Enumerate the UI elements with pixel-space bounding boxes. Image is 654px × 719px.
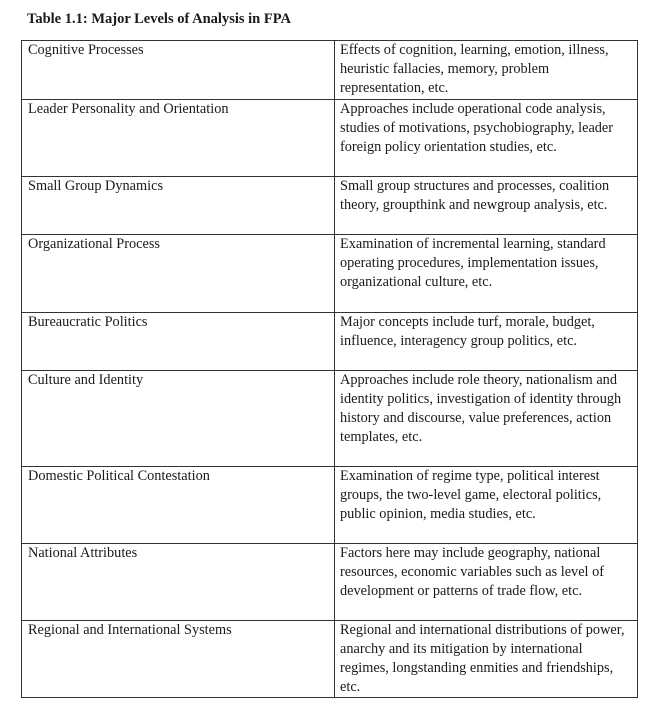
table-row <box>22 620 638 698</box>
table-row <box>22 176 638 234</box>
description-cell: Small group structures and processes, coalition theory, groupthink and newgroup analysis, etc. <box>335 176 638 234</box>
table-row <box>22 370 638 466</box>
description-cell: Effects of cognition, learning, emotion, illness, heuristic fallacies, memory, problem representation, etc. <box>335 41 638 100</box>
description-cell: Major concepts include turf, morale, budget, influence, interagency group politics, etc. <box>335 312 638 370</box>
table-row <box>22 234 638 312</box>
level-cell: Organizational Process <box>22 234 335 312</box>
level-cell: Culture and Identity <box>22 370 335 466</box>
description-cell: Examination of regime type, political interest groups, the two-level game, electoral politics, public opinion, media studies, etc. <box>335 466 638 543</box>
table-caption: Table 1.1: Major Levels of Analysis in FPA <box>27 11 291 27</box>
level-cell: Leader Personality and Orientation <box>22 99 335 176</box>
table-row <box>22 466 638 543</box>
level-cell: Regional and International Systems <box>22 620 335 698</box>
level-cell: National Attributes <box>22 543 335 620</box>
levels-of-analysis-table <box>21 40 638 698</box>
level-cell: Cognitive Processes <box>22 41 335 100</box>
level-cell: Bureaucratic Politics <box>22 312 335 370</box>
table-row <box>22 543 638 620</box>
description-cell: Approaches include operational code analysis, studies of motivations, psychobiography, leader foreign policy orientation studies, etc. <box>335 99 638 176</box>
description-cell: Factors here may include geography, national resources, economic variables such as level of development or patterns of trade flow, etc. <box>335 543 638 620</box>
table-row <box>22 99 638 176</box>
level-cell: Small Group Dynamics <box>22 176 335 234</box>
table-row <box>22 312 638 370</box>
description-cell: Regional and international distributions of power, anarchy and its mitigation by international regimes, longstanding enmities and friendships, etc. <box>335 620 638 698</box>
description-cell: Approaches include role theory, nationalism and identity politics, investigation of identity through history and discourse, value preferences, action templates, etc. <box>335 370 638 466</box>
table-row <box>22 41 638 100</box>
level-cell: Domestic Political Contestation <box>22 466 335 543</box>
table-body <box>22 41 638 698</box>
description-cell: Examination of incremental learning, standard operating procedures, implementation issues, organizational culture, etc. <box>335 234 638 312</box>
